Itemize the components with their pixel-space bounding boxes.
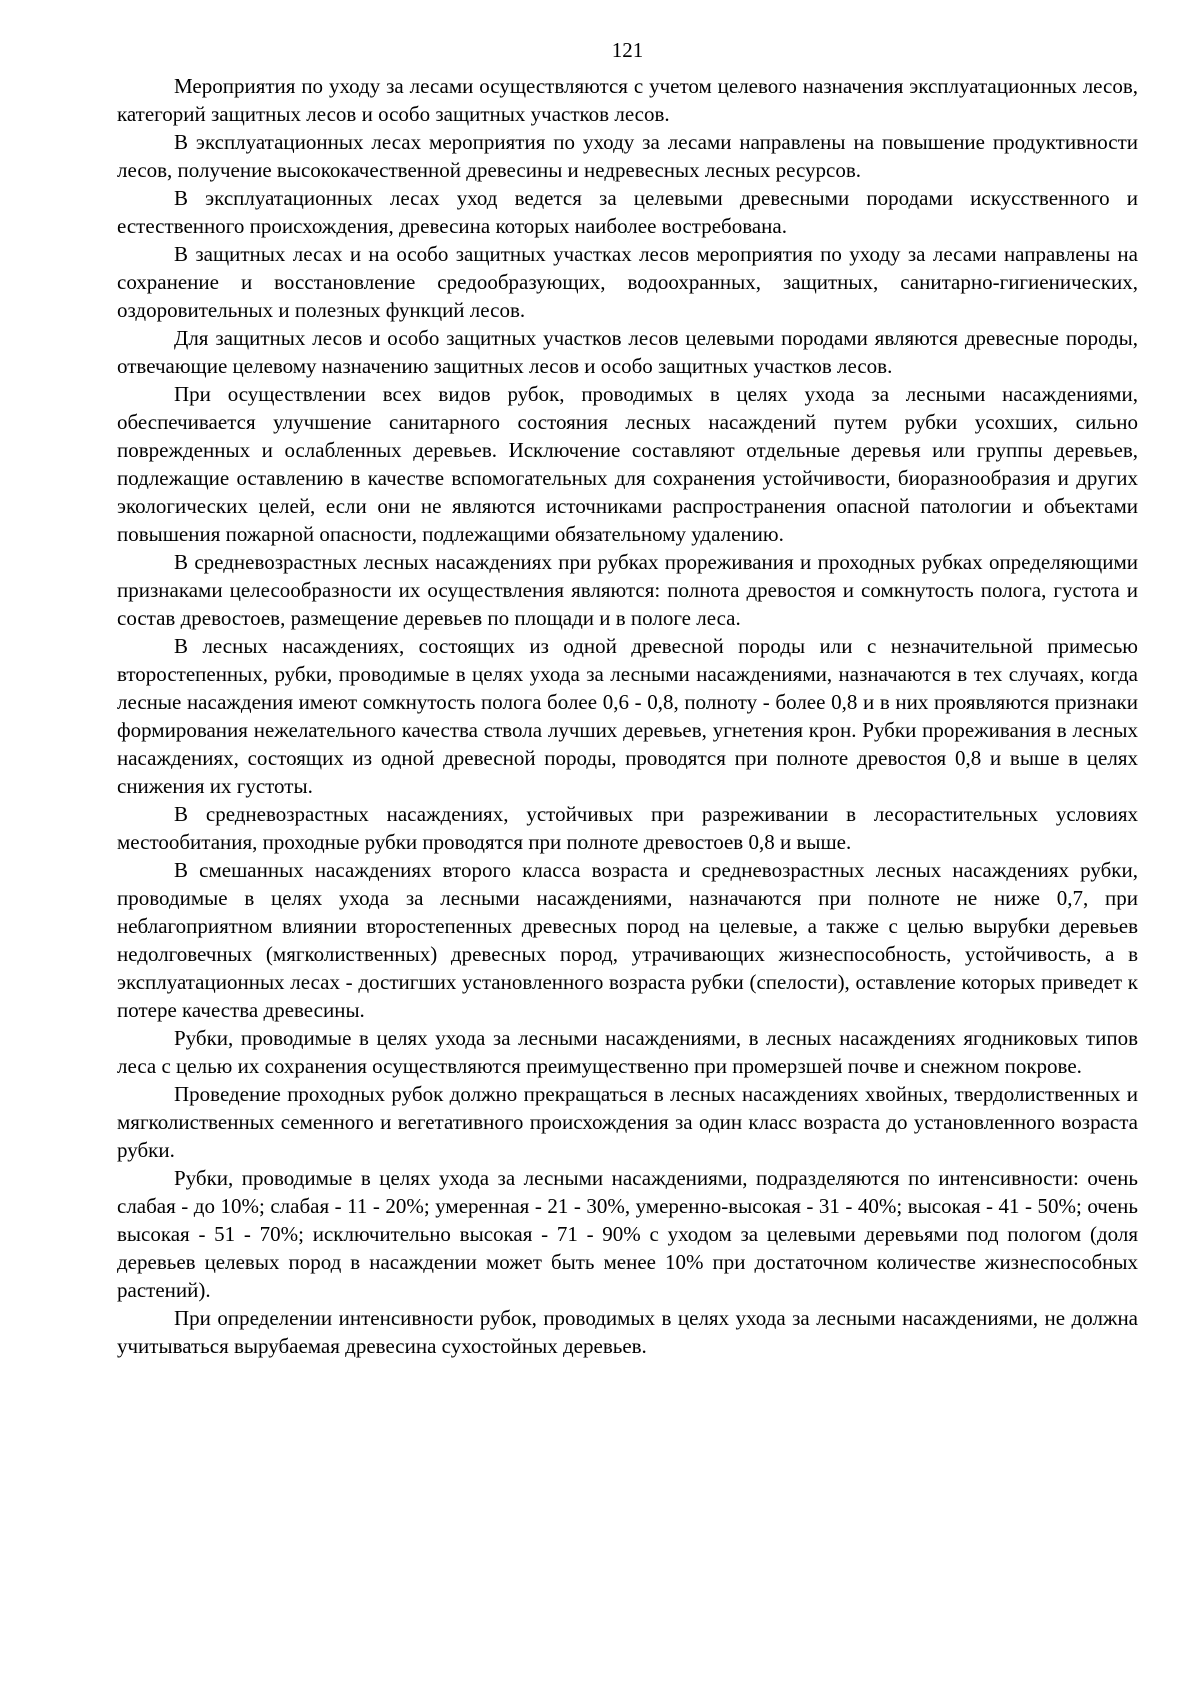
paragraph-cutting-termination: Проведение проходных рубок должно прекращаться в лесных насаждениях хвойных, твердолиственных и мягколиственных семенного и вегетативного происхождения за один класс возраста до установленного возраста рубки. — [117, 1082, 1138, 1162]
paragraph-middle-aged-stands: В средневозрастных насаждениях, устойчивых при разреживании в лесорастительных условиях местообитания, проходные рубки проводятся при полноте древостоев 0,8 и выше. — [117, 802, 1138, 854]
paragraph-forest-care-purpose: Мероприятия по уходу за лесами осуществляются с учетом целевого назначения эксплуатационных лесов, категорий защитных лесов и особо защитных участков лесов. — [117, 74, 1138, 126]
paragraph-berry-forest-types: Рубки, проводимые в целях ухода за лесными насаждениями, в лесных насаждениях ягодниковых типов леса с целью их сохранения осуществляются преимущественно при промерзшей почве и снежном покрове. — [117, 1026, 1138, 1078]
paragraph-deadwood-exclusion: При определении интенсивности рубок, проводимых в целях ухода за лесными насаждениями, не должна учитываться вырубаемая древесина сухостойных деревьев. — [117, 1306, 1138, 1358]
paragraph-target-species-protective: Для защитных лесов и особо защитных участков лесов целевыми породами являются древесные породы, отвечающие целевому назначению защитных лесов и особо защитных участков лесов. — [117, 326, 1138, 378]
page-number: 121 — [611, 38, 644, 62]
paragraph-mixed-stands: В смешанных насаждениях второго класса возраста и средневозрастных лесных насаждениях рубки, проводимые в целях ухода за лесными насаждениями, назначаются при полноте не ниже 0,7, при неблагоприятном влиянии второстепенных древесных пород на целевые, а также с целью вырубки деревьев недолговечных (мягколиственных) древесных пород, утрачивающих жизнеспособность, устойчивость, а в эксплуатационных лесах - достигших установленного возраста рубки (спелости), оставление которых приведет к потере качества древесины. — [117, 858, 1138, 1022]
paragraph-thinning-criteria: В средневозрастных лесных насаждениях при рубках прореживания и проходных рубках определяющими признаками целесообразности их осуществления являются: полнота древостоя и сомкнутость полога, густота и состав древостоев, размещение деревьев по площади и в пологе леса. — [117, 550, 1138, 630]
paragraph-sanitary-improvement: При осуществлении всех видов рубок, проводимых в целях ухода за лесными насаждениями, обеспечивается улучшение санитарного состояния лесных насаждений путем рубки усохших, сильно поврежденных и ослабленных деревьев. Исключение составляют отдельные деревья или группы деревьев, подлежащие оставлению в качестве вспомогательных для сохранения устойчивости, биоразнообразия и других экологических целей, если они не являются источниками распространения опасной патологии и объектами повышения пожарной опасности, подлежащими обязательному удалению. — [117, 382, 1138, 546]
paragraph-cutting-intensity: Рубки, проводимые в целях ухода за лесными насаждениями, подразделяются по интенсивности: очень слабая - до 10%; слабая - 11 - 20%; умеренная - 21 - 30%, умеренно-высокая - 31 - 40%; высокая - 41 - 50%; очень высокая - 51 - 70%; исключительно высокая - 71 - 90% с уходом за целевыми деревьями под пологом (доля деревьев целевых пород в насаждении может быть менее 10% при достаточном количестве жизнеспособных растений). — [117, 1166, 1138, 1302]
paragraph-target-species-exploitation: В эксплуатационных лесах уход ведется за целевыми древесными породами искусственного и естественного происхождения, древесина которых наиболее востребована. — [117, 186, 1138, 238]
paragraph-protective-forests-goals: В защитных лесах и на особо защитных участках лесов мероприятия по уходу за лесами направлены на сохранение и восстановление средообразующих, водоохранных, защитных, санитарно-гигиенических, оздоровительных и полезных функций лесов. — [117, 242, 1138, 322]
paragraph-exploitation-forests-goals: В эксплуатационных лесах мероприятия по уходу за лесами направлены на повышение продуктивности лесов, получение высококачественной древесины и недревесных лесных ресурсов. — [117, 130, 1138, 182]
paragraph-single-species-stands: В лесных насаждениях, состоящих из одной древесной породы или с незначительной примесью второстепенных, рубки, проводимые в целях ухода за лесными насаждениями, назначаются в тех случаях, когда лесные насаждения имеют сомкнутость полога более 0,6 - 0,8, полноту - более 0,8 и в них проявляются признаки формирования нежелательного качества ствола лучших деревьев, угнетения крон. Рубки прореживания в лесных насаждениях, состоящих из одной древесной породы, проводятся при полноте древостоя 0,8 и выше в целях снижения их густоты. — [117, 634, 1138, 798]
